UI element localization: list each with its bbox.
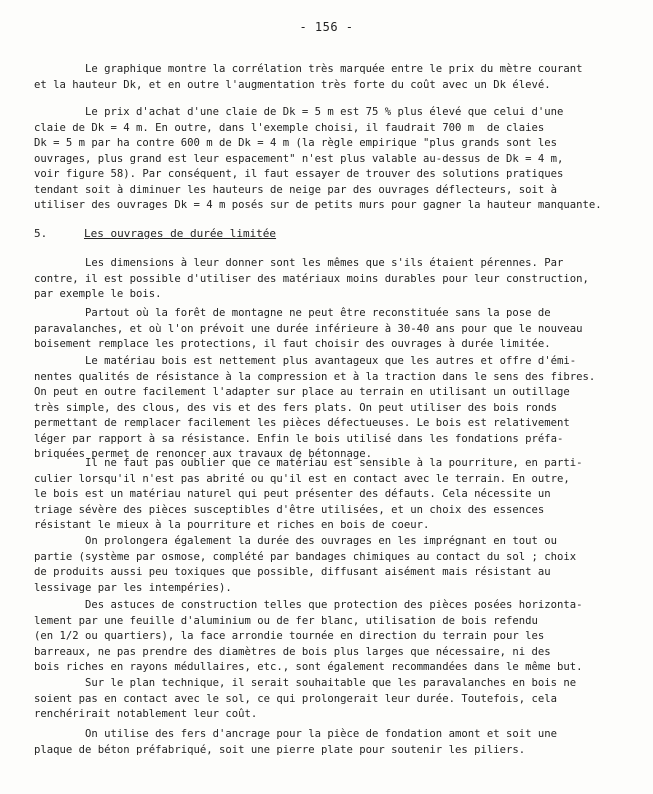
text-line: contre, il est possible d'utiliser des matériaux moins durables pour leur construction, [34, 272, 589, 285]
text-line: boisement remplace les protections, il faut choisir des ouvrages à durée limitée. [34, 338, 551, 350]
paragraph-technical-plan [34, 676, 634, 723]
text-line: Dk = 5 m par ha contre 600 m de Dk = 4 m (la règle empirique "plus grands sont les [34, 137, 557, 149]
text-line: Des astuces de construction telles que protection des pièces posées horizonta- [34, 599, 583, 611]
text-line: ouvrages, plus grand est leur espacement" n'est plus valable au-dessus de Dk = 4 m, [34, 152, 564, 165]
paragraph-purchase-price [34, 105, 634, 214]
paragraph-mountain-forest [34, 306, 634, 353]
section-number: 5. [34, 227, 48, 240]
paragraph-construction-tricks [34, 598, 634, 676]
text-line: le bois est un matériau naturel qui peut présenter des défauts. Cela nécessite un [34, 488, 551, 500]
text-line: briquées permet de renoncer aux travaux de bétonnage. [34, 448, 373, 460]
text-line: Le matériau bois est nettement plus avantageux que les autres et offre d'émi- [34, 355, 577, 367]
text-line: voir figure 58). Par conséquent, il faut essayer de trouver des solutions pratiques [34, 168, 564, 180]
text-line: utiliser des ouvrages Dk = 4 m posés sur de petits murs pour gagner la hauteur manquante. [34, 199, 602, 211]
text-line: (en 1/2 ou quartiers), la face arrondie tournée en direction du terrain pour les [34, 630, 545, 642]
paragraph-rot-sensitivity [34, 456, 634, 534]
text-line: Il ne faut pas oublier que ce matériau est sensible à la pourriture, en parti- [34, 457, 583, 469]
text-line: lessivage par les intempéries). [34, 581, 232, 594]
text-line: On utilise des fers d'ancrage pour la pièce de fondation amont et soit une [34, 728, 557, 740]
text-line: Les dimensions à leur donner sont les mêmes que s'ils étaient pérennes. Par [34, 257, 564, 269]
text-line: triage sévère des pièces susceptibles d'être utilisées, et un choix des essences [34, 503, 545, 516]
section-heading [34, 226, 276, 241]
text-line: résistant le mieux à la pourriture et riches en bois de coeur. [34, 519, 430, 531]
paragraph-impregnation [34, 534, 634, 596]
text-line: bois riches en rayons médullaires, etc., sont également recommandées dans le même but. [34, 661, 583, 673]
section-title: Les ouvrages de durée limitée [84, 227, 277, 240]
text-line: permettant de remplacer facilement les pièces défectueuses. Le bois est relativement [34, 417, 570, 429]
text-line: de produits aussi peu toxiques que possible, diffusant aisément mais résistant au [34, 566, 551, 578]
text-line: On peut en outre facilement l'adapter sur place au terrain en utilisant un outillage [34, 386, 570, 398]
text-line: partie (système par osmose, complété par bandages chimiques au contact du sol ; choix [34, 550, 577, 563]
paragraph-dimensions [34, 256, 634, 303]
text-line: Sur le plan technique, il serait souhaitable que les paravalanches en bois ne [34, 677, 577, 689]
text-line: léger par rapport à sa résistance. Enfin le bois utilisé dans les fondations préfa- [34, 432, 564, 445]
text-line: et la hauteur Dk, et en outre l'augmentation très forte du coût avec un Dk élevé. [34, 78, 551, 91]
text-line: Partout où la forêt de montagne ne peut être reconstituée sans la pose de [34, 307, 551, 319]
text-line: très simple, des clous, des vis et des fers plats. On peut utiliser des bois ronds [34, 401, 557, 414]
text-line: barreaux, ne pas prendre des diamètres de bois plus larges que nécessaire, ni des [34, 645, 551, 658]
text-line: par exemple le bois. [34, 288, 162, 300]
text-line: claie de Dk = 4 m. En outre, dans l'exemple choisi, il faudrait 700 m de claies [34, 121, 545, 134]
text-line: renchérirait notablement leur coût. [34, 708, 258, 720]
text-line: On prolongera également la durée des ouvrages en les imprégnant en tout ou [34, 535, 557, 547]
text-line: lement par une feuille d'aluminium ou de fer blanc, utilisation de bois refendu [34, 614, 538, 627]
paragraph-anchoring [34, 727, 634, 758]
text-line: soient pas en contact avec le sol, ce qui prolongerait leur durée. Toutefois, cela [34, 692, 557, 705]
text-line: Le graphique montre la corrélation très marquée entre le prix du mètre courant [34, 63, 583, 75]
text-line: tendant soit à diminuer les hauteurs de neige par des ouvrages déflecteurs, soit à [34, 183, 557, 196]
text-line: paravalanches, et où l'on prévoit une durée inférieure à 30-40 ans pour que le nouveau [34, 322, 583, 335]
paragraph-wood-material [34, 354, 634, 463]
text-line: plaque de béton préfabriqué, soit une pierre plate pour soutenir les piliers. [34, 743, 526, 756]
text-line: culier lorsqu'il n'est pas abrité ou qu'il est en contact avec le terrain. En outre, [34, 472, 570, 485]
page-number: - 156 - [299, 20, 354, 34]
paragraph-price-correlation [34, 62, 634, 93]
text-line: Le prix d'achat d'une claie de Dk = 5 m est 75 % plus élevé que celui d'une [34, 106, 564, 118]
text-line: nentes qualités de résistance à la compression et à la traction dans le sens des fibres. [34, 370, 596, 383]
